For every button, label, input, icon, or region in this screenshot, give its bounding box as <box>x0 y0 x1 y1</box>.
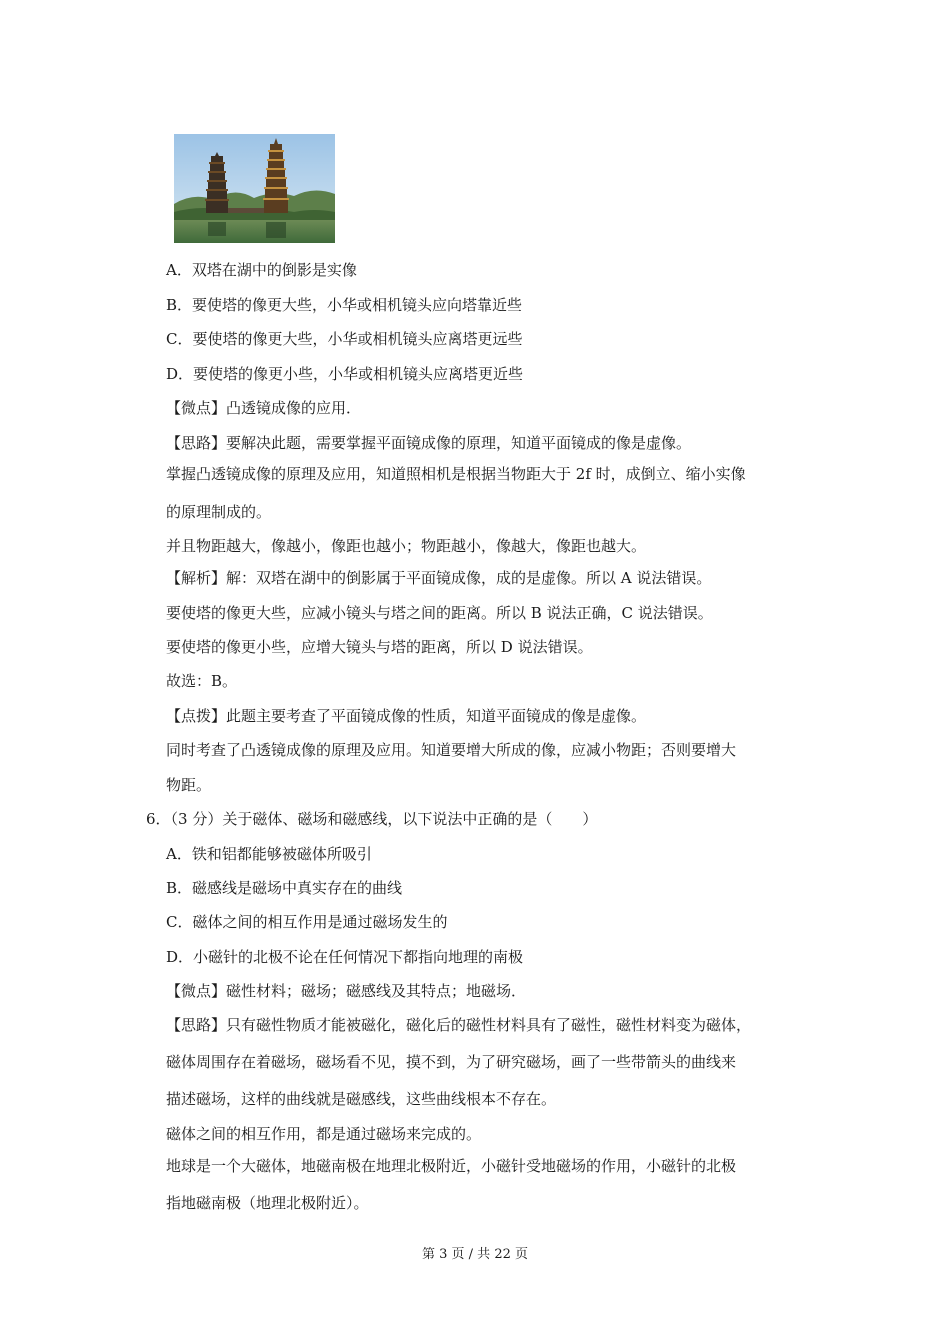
q6-idea-line-3: 描述磁场，这样的曲线就是磁感线，这些曲线根本不存在。 <box>166 1090 557 1108</box>
q5-analysis-line-1: 【解析】解：双塔在湖中的倒影属于平面镜成像，成的是虚像。所以 A 说法错误。 <box>166 569 712 587</box>
q6-idea-line-2: 磁体周围存在着磁场，磁场看不见，摸不到，为了研究磁场，画了一些带箭头的曲线来 <box>166 1053 737 1071</box>
q6-idea-line-1: 【思路】只有磁性物质才能被磁化，磁化后的磁性材料具有了磁性，磁性材料变为磁体， <box>166 1016 752 1034</box>
pagoda-lake-photo <box>174 134 335 243</box>
q5-tip-line-2: 同时考查了凸透镜成像的原理及应用。知道要增大所成的像，应减小物距；否则要增大 <box>166 741 737 759</box>
q6-idea-line-4: 磁体之间的相互作用，都是通过磁场来完成的。 <box>166 1125 482 1143</box>
q6-option-b: B．磁感线是磁场中真实存在的曲线 <box>166 879 403 897</box>
q5-analysis-line-2: 要使塔的像更大些，应减小镜头与塔之间的距离。所以 B 说法正确，C 说法错误。 <box>166 604 713 622</box>
q5-option-a: A．双塔在湖中的倒影是实像 <box>166 261 357 279</box>
q5-idea-line-1: 【思路】要解决此题，需要掌握平面镜成像的原理，知道平面镜成的像是虚像。 <box>166 434 692 452</box>
q5-tip-line-1: 【点拨】此题主要考查了平面镜成像的性质，知道平面镜成的像是虚像。 <box>166 707 647 725</box>
q6-option-a: A．铁和铝都能够被磁体所吸引 <box>166 845 372 863</box>
q6-point: 【微点】磁性材料；磁场；磁感线及其特点；地磁场． <box>166 982 527 1000</box>
q6-idea-line-5: 地球是一个大磁体，地磁南极在地理北极附近，小磁针受地磁场的作用，小磁针的北极 <box>166 1157 737 1175</box>
q5-point: 【微点】凸透镜成像的应用． <box>166 399 362 417</box>
q6-stem: 6．（3 分）关于磁体、磁场和磁感线，以下说法中正确的是（ ） <box>146 810 598 828</box>
q5-tip-line-3: 物距。 <box>166 776 212 794</box>
q5-option-d: D．要使塔的像更小些，小华或相机镜头应离塔更近些 <box>166 365 524 383</box>
q5-answer: 故选：B。 <box>166 672 238 690</box>
q6-idea-line-6: 指地磁南极（地理北极附近）。 <box>166 1194 369 1212</box>
q5-option-b: B．要使塔的像更大些，小华或相机镜头应向塔靠近些 <box>166 296 523 314</box>
page-footer: 第 3 页 / 共 22 页 <box>422 1247 528 1262</box>
q5-idea-line-4: 并且物距越大，像越小，像距也越小；物距越小，像越大，像距也越大。 <box>166 537 647 555</box>
q6-option-d: D．小磁针的北极不论在任何情况下都指向地理的南极 <box>166 948 524 966</box>
q5-option-c: C．要使塔的像更大些，小华或相机镜头应离塔更远些 <box>166 330 523 348</box>
q5-analysis-line-3: 要使塔的像更小些，应增大镜头与塔的距离，所以 D 说法错误。 <box>166 638 593 656</box>
q5-idea-line-2: 掌握凸透镜成像的原理及应用，知道照相机是根据当物距大于 2f 时，成倒立、缩小实像 <box>166 465 746 483</box>
q5-idea-line-3: 的原理制成的。 <box>166 503 272 521</box>
q6-option-c: C．磁体之间的相互作用是通过磁场发生的 <box>166 913 448 931</box>
